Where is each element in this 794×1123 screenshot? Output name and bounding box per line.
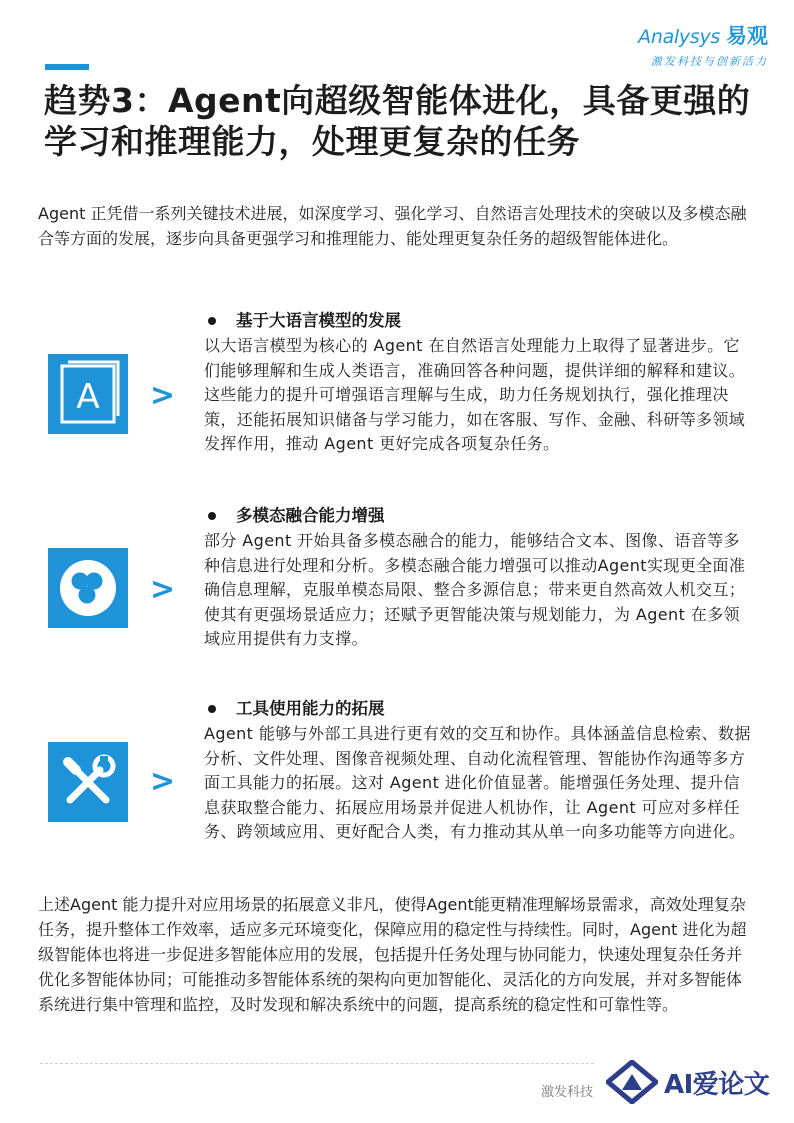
- item-body: 以大语言模型为核心的 Agent 在自然语言处理能力上取得了显著进步。它们能够理解和生成人类语言，准确回答各种问题，提供详细的解释和建议。这些能力的提升可增强语言理解与生成，助力任务规划执行，强化推理决策，还能拓展知识储备与学习能力，如在客服、写作、金融、科研等多领域发挥作用，推动 Agent 更好完成各项复杂任务。: [204, 336, 746, 453]
- logo-tagline: 激发科技与创新活力: [651, 55, 768, 68]
- closing-paragraph: 上述Agent 能力提升对应用场景的拓展意义非凡，使得Agent能更精准理解场景需求，高效处理复杂任务，提升整体工作效率，适应多元环境变化，保障应用的稳定性与持续性。同时，Agent 进化为超级智能体也将进一步促进多智能体应用的发展，包括提升任务处理与协同能力，快速处理复杂任务并优化多智能体协同；可能推动多智能体系统的架构向更加智能化、灵活化的方向发展，并对多智能体系统进行集中管理和监控，及时发现和解决系统中的问题，提高系统的稳定性和可靠性等。: [38, 895, 747, 1014]
- item-arrow: >: [150, 572, 176, 607]
- bullet: [208, 512, 216, 520]
- list-item: [204, 697, 756, 845]
- bullet: [208, 317, 216, 325]
- watermark: [606, 1060, 769, 1104]
- item-arrow: >: [150, 378, 176, 413]
- title-accent-bar: [45, 64, 89, 70]
- item-heading-text: 工具使用能力的拓展: [236, 699, 385, 718]
- intro-paragraph: Agent 正凭借一系列关键技术进展，如深度学习、强化学习、自然语言处理技术的突破以及多模态融合等方面的发展，逐步向具备更强学习和推理能力、能处理更复杂任务的超级智能体进化。: [38, 204, 747, 248]
- logo-english: Analysys: [638, 26, 720, 48]
- letter-a-icon: [48, 354, 128, 434]
- watermark-logo-icon: [606, 1060, 658, 1104]
- footer-divider: [40, 1063, 594, 1064]
- multimodal-circles-icon: [48, 548, 128, 628]
- item-body: 部分 Agent 开始具备多模态融合的能力，能够结合文本、图像、语音等多种信息进行处理和分析。多模态融合能力增强可以推动Agent实现更全面准确信息理解，克服单模态局限、整合多源信息；带来更自然高效人机交互；使其有更强场景适应力；还赋予更智能决策与规划能力，为 Agent 在多领域应用提供有力支撑。: [204, 531, 746, 648]
- item-heading: [204, 697, 756, 721]
- item-arrow: >: [150, 764, 176, 799]
- item-heading: [204, 504, 756, 528]
- item-heading-text: 基于大语言模型的发展: [236, 311, 401, 330]
- logo-chinese: 易观: [726, 24, 768, 48]
- brand-logo: [638, 20, 768, 69]
- watermark-text: AI爱论文: [664, 1069, 770, 1100]
- list-item: [204, 504, 756, 652]
- list-item: [204, 309, 756, 457]
- item-heading: [204, 309, 756, 333]
- item-heading-text: 多模态融合能力增强: [236, 506, 385, 525]
- page-title: 趋势3：Agent向超级智能体进化，具备更强的学习和推理能力，处理更复杂的任务: [44, 81, 751, 161]
- tools-icon: [48, 742, 128, 822]
- item-body: Agent 能够与外部工具进行更有效的交互和协作。具体涵盖信息检索、数据分析、文件处理、图像音视频处理、自动化流程管理、智能协作沟通等多方面工具能力的拓展。这对 Agent 进化价值显著。能增强任务处理、提升信息获取整合能力、拓展应用场景并促进人机协作，让 Agent 可应对多样任务、跨领域应用、更好配合人类，有力推动其从单一向多功能等方向进化。: [204, 724, 751, 841]
- footer-slogan: 激发科技: [541, 1085, 594, 1100]
- svg-text:A: A: [76, 377, 100, 417]
- bullet: [208, 705, 216, 713]
